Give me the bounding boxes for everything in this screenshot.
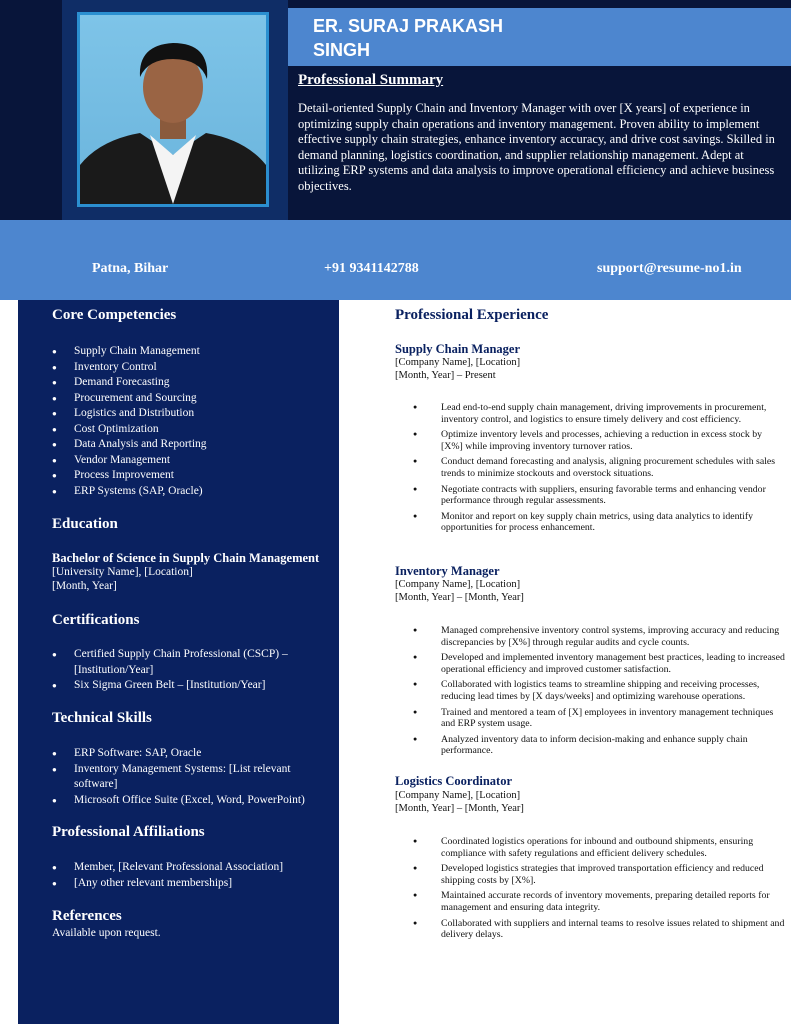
skills-title: Technical Skills (52, 710, 152, 726)
name-line-1: ER. SURAJ PRAKASH (313, 16, 504, 36)
job-company: [Company Name], [Location] (395, 579, 521, 590)
competencies-list (52, 344, 332, 499)
list-item: ● Demand Forecasting (52, 375, 332, 391)
list-item: ● Member, [Relevant Professional Association] (52, 860, 332, 876)
list-item: ● Certified Supply Chain Professional (CSCP) – [Institution/Year] (52, 647, 314, 678)
candidate-name (313, 14, 713, 62)
competencies-title: Core Competencies (52, 307, 177, 323)
list-item: ● Developed logistics strategies that improved transportation efficiency and reduced shipping costs by [X%]. (413, 863, 785, 886)
affiliations-list (52, 860, 332, 891)
list-item: ● Conduct demand forecasting and analysis, aligning procurement schedules with sales trends to minimize stockouts and overstock situations. (413, 456, 785, 479)
job-title: Inventory Manager (395, 564, 500, 578)
list-item: ● Collaborated with suppliers and internal teams to resolve issues related to shipment and delivery delays. (413, 918, 785, 941)
list-item: ● Coordinated logistics operations for inbound and outbound shipments, ensuring compliance with safety regulations and efficient delivery schedules. (413, 836, 785, 859)
profile-photo (77, 12, 269, 207)
list-item: ● Cost Optimization (52, 422, 332, 438)
job-company: [Company Name], [Location] (395, 790, 521, 801)
summary-title: Professional Summary (298, 72, 444, 88)
list-item: ● Collaborated with logistics teams to streamline shipping and receiving processes, reducing lead times by [X days/weeks] and optimizing warehouse operations. (413, 679, 785, 702)
list-item: ● Process Improvement (52, 468, 332, 484)
skills-list (52, 746, 314, 808)
list-item: ● Developed and implemented inventory management best practices, leading to increased operational efficiency and improved customer satisfaction. (413, 652, 785, 675)
affiliations-title: Professional Affiliations (52, 824, 205, 840)
certifications-list (52, 647, 314, 694)
list-item: ● Negotiate contracts with suppliers, ensuring favorable terms and enhancing vendor performance through regular assessments. (413, 484, 785, 507)
references-text: Available upon request. (52, 927, 161, 939)
education-date: [Month, Year] (52, 580, 117, 592)
certifications-title: Certifications (52, 612, 140, 628)
job-bullets (413, 625, 785, 761)
university: [University Name], [Location] (52, 566, 193, 578)
degree: Bachelor of Science in Supply Chain Management (52, 551, 320, 565)
job-dates: [Month, Year] – [Month, Year] (395, 592, 524, 603)
list-item: ● Logistics and Distribution (52, 406, 332, 422)
list-item: ● Trained and mentored a team of [X] employees in inventory management techniques and ERP system usage. (413, 707, 785, 730)
job-bullets (413, 836, 785, 945)
education-title: Education (52, 516, 118, 532)
list-item: ● Procurement and Sourcing (52, 391, 332, 407)
list-item: ● Inventory Control (52, 360, 332, 376)
experience-title: Professional Experience (395, 307, 549, 323)
job-bullets (413, 402, 785, 538)
contact-phone: +91 9341142788 (324, 261, 419, 276)
references-title: References (52, 908, 122, 924)
contact-location: Patna, Bihar (92, 261, 169, 276)
list-item: ● Lead end-to-end supply chain management, driving improvements in procurement, inventory control, and logistics to ensure timely delivery and cost efficiency. (413, 402, 785, 425)
list-item: ● Monitor and report on key supply chain metrics, using data analytics to identify opportunities for process enhancement. (413, 511, 785, 534)
job-dates: [Month, Year] – [Month, Year] (395, 803, 524, 814)
name-line-2: SINGH (313, 40, 371, 60)
list-item: ● Six Sigma Green Belt – [Institution/Year] (52, 678, 314, 694)
list-item: ● Inventory Management Systems: [List relevant software] (52, 762, 314, 793)
list-item: ● ERP Software: SAP, Oracle (52, 746, 314, 762)
person-portrait-icon (80, 15, 266, 204)
list-item: ● Microsoft Office Suite (Excel, Word, PowerPoint) (52, 793, 314, 809)
job-title: Supply Chain Manager (395, 342, 521, 356)
job-company: [Company Name], [Location] (395, 357, 521, 368)
list-item: ● Vendor Management (52, 453, 332, 469)
list-item: ● Data Analysis and Reporting (52, 437, 332, 453)
contact-email[interactable]: support@resume-no1.in (597, 261, 742, 276)
contact-band (0, 220, 791, 300)
summary-text: Detail-oriented Supply Chain and Inventory Manager with over [X years] of experience in optimizing supply chain operations and inventory management. Proven ability to implement effective supply chain strategies, enhance inventory accuracy, and drive cost savings. Skilled in demand planning, logistics coordination, and supplier relationship management. Adept at utilizing ERP systems and data analysis to improve operational efficiency and achieve business objectives. (298, 101, 775, 193)
list-item: ● Supply Chain Management (52, 344, 332, 360)
list-item: ● Maintained accurate records of inventory movements, preparing detailed reports for management and ensuring data integrity. (413, 890, 785, 913)
list-item: ● ERP Systems (SAP, Oracle) (52, 484, 332, 500)
job-dates: [Month, Year] – Present (395, 370, 496, 381)
list-item: ● [Any other relevant memberships] (52, 876, 332, 892)
job-title: Logistics Coordinator (395, 774, 513, 788)
list-item: ● Optimize inventory levels and processes, achieving a reduction in excess stock by [X%] while improving inventory turnover ratios. (413, 429, 785, 452)
list-item: ● Managed comprehensive inventory control systems, improving accuracy and reducing discrepancies by [X%] through regular audits and cycle counts. (413, 625, 785, 648)
list-item: ● Analyzed inventory data to inform decision-making and enhance supply chain performance. (413, 734, 785, 757)
